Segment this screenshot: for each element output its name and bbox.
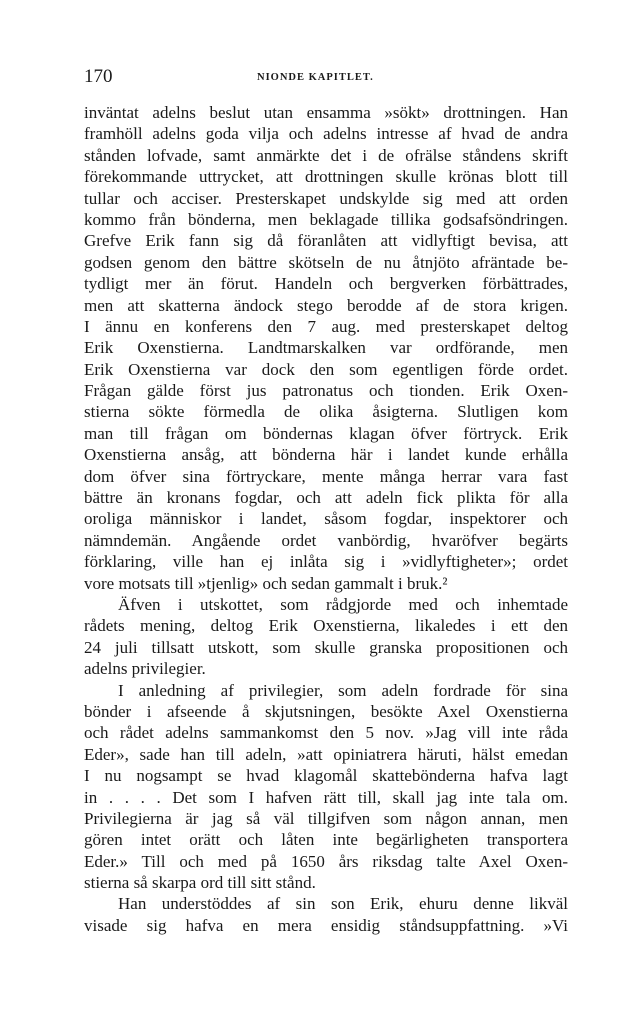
- text-line: visade sig hafva en mera ensidig ståndsuppfattning. »Vi: [84, 915, 568, 935]
- text-line: 24 juli tillsatt utskott, som skulle granska propositionen och: [84, 637, 568, 657]
- text-line: och rådet adelns sammankomst den 5 nov. »Jag vill inte råda: [84, 723, 568, 743]
- text-line: förklaring, ville han ej inlåta sig i »vidlyftigheter»; ordet: [84, 552, 568, 572]
- text-line: tydligt mer än förut. Handeln och bergverken förbättrades,: [84, 274, 568, 294]
- text-line: adelns privilegier.: [84, 659, 206, 679]
- text-line: Erik Oxenstierna. Landtmarskalken var ordförande, men: [84, 338, 568, 358]
- text-line: men att skatterna ändock stego berodde af de stora krigen.: [84, 295, 568, 315]
- text-line: Eder.» Till och med på 1650 års riksdag talte Axel Oxen-: [84, 851, 568, 871]
- text-line: framhöll adelns goda vilja och adelns intresse af hvad de andra: [84, 124, 568, 144]
- text-line: I anledning af privilegier, som adeln fordrade för sina: [118, 680, 568, 700]
- body-text: [84, 102, 568, 936]
- text-line: Oxenstierna ansåg, att bönderna här i landet kunde erhålla: [84, 445, 568, 465]
- text-line: man till frågan om böndernas klagan öfver förtryck. Erik: [84, 423, 568, 443]
- text-line: tullar och acciser. Presterskapet undskylde sig med att orden: [84, 188, 568, 208]
- page-number: 170: [84, 66, 113, 87]
- text-line: bönder i afseende å skjutsningen, besökte Axel Oxenstierna: [84, 701, 568, 721]
- text-line: vore motsats till »tjenlig» och sedan gammalt i bruk.²: [84, 573, 448, 593]
- text-line: in . . . . Det som I hafven rätt till, skall jag inte tala om.: [84, 787, 568, 807]
- text-line: nämndemän. Angående ordet vanbördig, hvaröfver begärts: [84, 530, 568, 550]
- text-line: rådets mening, deltog Erik Oxenstierna, likaledes i ett den: [84, 616, 568, 636]
- text-line: Han understöddes af sin son Erik, ehuru denne likväl: [118, 894, 568, 914]
- text-line: I ännu en konferens den 7 aug. med presterskapet deltog: [84, 316, 568, 336]
- text-line: Grefve Erik fann sig då föranlåten att vidlyftigt bevisa, att: [84, 231, 568, 251]
- text-line: godsen genom den bättre skötseln de nu åtnjöto afräntade be-: [84, 252, 568, 272]
- running-head: NIONDE KAPITLET.: [257, 72, 374, 83]
- text-line: gören intet orätt och låten inte begärligheten transportera: [84, 830, 568, 850]
- text-line: inväntat adelns beslut utan ensamma »sökt» drottningen. Han: [84, 103, 568, 122]
- text-line: bättre än kronans fogdar, och att adeln fick plikta för alla: [84, 488, 568, 508]
- text-line: stånden lofvade, samt anmärkte det i de ofrälse ståndens skrift: [84, 145, 568, 165]
- text-line: förekommande uttrycket, att drottningen skulle krönas blott till: [84, 167, 568, 187]
- text-line: dom öfver sina förtryckare, mente många herrar vara fast: [84, 466, 568, 486]
- text-line: kommo från bönderna, men beklagade tillika godsafsöndringen.: [84, 209, 568, 229]
- text-line: stierna sökte förmedla de olika åsigterna. Slutligen kom: [84, 402, 568, 422]
- text-line: Frågan gälde först jus patronatus och tionden. Erik Oxen-: [84, 381, 568, 401]
- text-line: Erik Oxenstierna var dock den som egentligen förde ordet.: [84, 359, 568, 379]
- text-line: stierna så skarpa ord till sitt stånd.: [84, 873, 316, 893]
- text-line: Privilegierna är jag så väl tillgifven som någon annan, men: [84, 808, 568, 828]
- text-line: oroliga människor i landet, såsom fogdar, inspektorer och: [84, 509, 568, 529]
- page-header: [84, 66, 568, 90]
- text-line: I nu nogsampt se hvad klagomål skattebönderna hafva lagt: [84, 766, 568, 786]
- text-line: Eder», sade han till adeln, »att opiniatrera häruti, hälst emedan: [84, 744, 568, 764]
- text-line: Äfven i utskottet, som rådgjorde med och inhemtade: [118, 594, 568, 614]
